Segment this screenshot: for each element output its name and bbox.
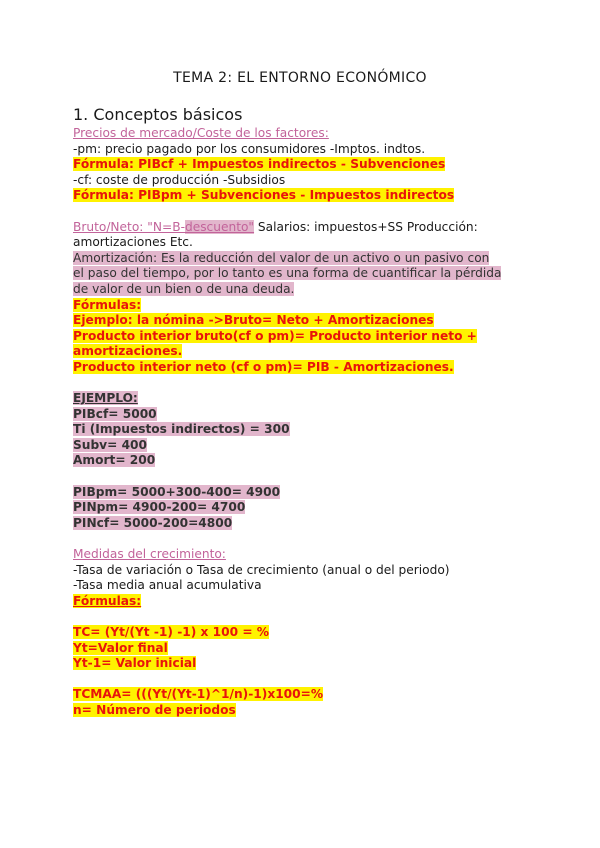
bruto-descuento: descuento" <box>184 219 255 234</box>
ejemplo-result <box>73 516 503 532</box>
pm-line: -pm: precio pagado por los consumidores -Imptos. indtos. <box>73 141 426 156</box>
crecimiento-formulas-label <box>73 594 503 610</box>
formula-pib-1-text: Producto interior bruto(cf o pm)= Producto interior neto + <box>73 328 477 343</box>
formula-tc <box>73 625 503 641</box>
amortizacion-definition <box>73 251 503 298</box>
formula-cf-text: Fórmula: PIBcf + Impuestos indirectos - Subvenciones <box>73 157 446 172</box>
document-body <box>73 104 503 719</box>
formulas-label-text: Fórmulas: <box>73 297 142 312</box>
ejemplo-result-text: PINpm= 4900-200= 4700 <box>73 500 246 515</box>
formulas-label <box>73 298 503 314</box>
bruto-rest: Salarios: impuestos+SS Producción: <box>254 219 478 234</box>
formula-tcmaa-text: TCMAA= (((Yt/(Yt-1)^1/n)-1)x100=% <box>73 687 324 702</box>
formula-pib-1 <box>73 329 503 345</box>
formula-yt1-text: Yt-1= Valor inicial <box>73 656 197 671</box>
crecimiento-line2: -Tasa media anual acumulativa <box>73 578 262 593</box>
bruto-neto-line <box>73 220 503 236</box>
formula-tcmaa <box>73 687 503 703</box>
page-title: TEMA 2: EL ENTORNO ECONÓMICO <box>173 70 427 86</box>
formula-pin-text: Producto interior neto (cf o pm)= PIB - Amortizaciones. <box>73 359 454 374</box>
bruto-link: Bruto/Neto: "N=B- <box>73 219 185 234</box>
section-heading: 1. Conceptos básicos <box>73 105 243 124</box>
ejemplo-result-text: PINcf= 5000-200=4800 <box>73 515 233 530</box>
formula-pin <box>73 360 503 376</box>
ejemplo-label-text: EJEMPLO: <box>73 391 138 406</box>
ejemplo-line-text: PIBcf= 5000 <box>73 406 157 421</box>
formula-yt-text: Yt=Valor final <box>73 640 168 655</box>
amortizacion-text: Amortización: Es la reducción del valor de un activo o un pasivo con el paso del tiempo, por lo tanto es una forma de cuantificar la pérdida de valor de un bien o de una deuda. <box>73 250 502 296</box>
cf-line: -cf: coste de producción -Subsidios <box>73 172 286 187</box>
ejemplo-line <box>73 407 503 423</box>
formula-pib-2 <box>73 344 503 360</box>
crecimiento-line1: -Tasa de variación o Tasa de crecimiento (anual o del periodo) <box>73 562 450 577</box>
ejemplo-line-text: Ti (Impuestos indirectos) = 300 <box>73 422 290 437</box>
ejemplo-line-text: Subv= 400 <box>73 437 148 452</box>
formula-n-text: n= Número de periodos <box>73 702 236 717</box>
ejemplo-result <box>73 500 503 516</box>
crecimiento-formulas-label-text: Fórmulas: <box>73 593 142 608</box>
formula-ejemplo <box>73 313 503 329</box>
formula-cf <box>73 157 503 173</box>
ejemplo-line-text: Amort= 200 <box>73 453 156 468</box>
formula-pm-text: Fórmula: PIBpm + Subvenciones - Impuestos indirectos <box>73 188 455 203</box>
crecimiento-heading-text: Medidas del crecimiento: <box>73 547 226 562</box>
ejemplo-line <box>73 422 503 438</box>
formula-yt1 <box>73 656 503 672</box>
subheading-precios <box>73 126 503 142</box>
formula-ejemplo-text: Ejemplo: la nómina ->Bruto= Neto + Amortizaciones <box>73 313 434 328</box>
precios-link-text: Precios de mercado/Coste de los factores: <box>73 126 329 140</box>
ejemplo-label <box>73 391 503 407</box>
ejemplo-result <box>73 485 503 501</box>
formula-yt <box>73 641 503 657</box>
crecimiento-heading <box>73 547 503 563</box>
bruto-line2: amortizaciones Etc. <box>73 235 193 250</box>
ejemplo-result-text: PIBpm= 5000+300-400= 4900 <box>73 484 281 499</box>
formula-n <box>73 703 503 719</box>
formula-pm <box>73 188 503 204</box>
formula-tc-text: TC= (Yt/(Yt -1) -1) x 100 = % <box>73 625 270 639</box>
ejemplo-line <box>73 453 503 469</box>
formula-pib-2-text: amortizaciones. <box>73 344 183 359</box>
ejemplo-line <box>73 438 503 454</box>
